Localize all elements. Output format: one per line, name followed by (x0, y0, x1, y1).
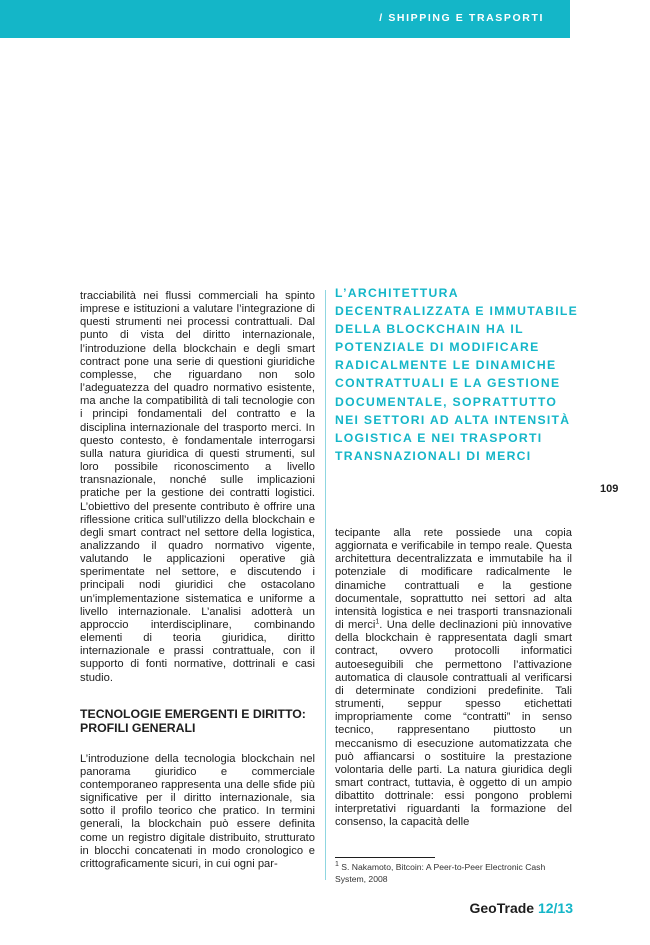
body-text: tecipante alla rete possiede una copia aggiornata e verificabile in tempo reale. Questa architettura decentralizzata e immutabile ha il potenziale di modificare radicalmente le dinamiche contrattuali e la gestione documentale, soprattutto nei settori ad alta intensità logistica e nei trasporti transnazionali di merci (335, 527, 572, 632)
body-text: . Una delle declinazioni più innovative della blockchain è rappresentata dagli smart contract, ovvero protocolli informatici autoeseguibili che permettono l’attivazione automatica di clausole contrattuali al verificarsi di determinate condizioni predefinite. Tali strumenti, seppur spesso etichettati impropriamente come “contratti” in senso tecnico, rappresentano piuttosto un meccanismo di esecuzione automatizzata che può affiancarsi o sostituire la prestazione volontaria delle parti. La natura giuridica degli smart contract, tuttavia, è oggetto di un ampio dibattito dottrinale: essi pongono problemi interpretativi riguardanti la formazione del consenso, la capacità delle (335, 619, 572, 829)
footnote-divider (335, 857, 435, 858)
column-divider (325, 290, 326, 880)
body-paragraph: L’introduzione della tecnologia blockchain nel panorama giuridico e commerciale contemporaneo rappresenta una delle sfide più significative per il diritto internazionale, sia sotto il profilo teorico che pratico. In termini generali, la blockchain può essere definita come un registro digitale distribuito, strutturato in blocchi concatenati in modo cronologico e crittograficamente sicuri, in cui ogni par- (80, 752, 315, 870)
page-number: 109 (600, 483, 619, 495)
footnote-mark: 1 (335, 861, 339, 869)
issue-number: 12/13 (537, 900, 573, 916)
body-paragraph (335, 527, 572, 830)
body-paragraph: tracciabilità nei flussi commerciali ha spinto imprese e istituzioni a valutare l’integrazione di questi strumenti nei processi contrattuali. Dal punto di vista del diritto internazionale, l’introduzione della blockchain e degli smart contract pone una serie di questioni giuridiche complesse, che riguardano non solo l’adeguatezza del quadro normativo esistente, ma anche la compatibilità di tali tecnologie con i principi fondamentali del contratto e la disciplina internazionale del trasporto merci. In questo contesto, è fondamentale interrogarsi sulla natura giuridica di questi strumenti, sul loro possibile riconoscimento a livello transnazionale, nonché sulle implicazioni pratiche per la gestione dei contratti logistici. L’obiettivo del presente contributo è offrire una riflessione critica sull’utilizzo della blockchain e degli smart contract nel settore della logistica, analizzando il quadro normativo vigente, valutando le applicazioni operative già sperimentate nel settore, e discutendo i principali nodi giuridici che ostacolano un’implementazione sistematica e uniforme a livello internazionale. L’analisi adotterà un approccio interdisciplinare, combinando elementi di teoria giuridica, diritto internazionale e prassi contrattuale, con il supporto di fonti normative, dottrinali e casi studio. (80, 290, 315, 684)
footnote (335, 862, 575, 885)
left-column (80, 290, 315, 871)
section-title: / SHIPPING E TRASPORTI (379, 12, 544, 24)
section-heading: TECNOLOGIE EMERGENTI E DIRITTO: PROFILI GENERALI (80, 706, 306, 735)
right-column (335, 527, 572, 830)
pull-quote: L’ARCHITETTURA DECENTRALIZZATA E IMMUTABILE DELLA BLOCKCHAIN HA IL POTENZIALE DI MODIFICARE RADICALMENTE LE DINAMICHE CONTRATTUALI E LA GESTIONE DOCUMENTALE, SOPRATTUTTO NEI SETTORI AD ALTA INTENSITÀ LOGISTICA E NEI TRASPORTI TRANSNAZIONALI DI MERCI (335, 286, 579, 463)
magazine-name: GeoTrade (469, 900, 538, 916)
section-header-bar (0, 0, 570, 38)
magazine-footer (469, 900, 573, 916)
footnote-reference: 1 (375, 618, 380, 626)
footnote-text: S. Nakamoto, Bitcoin: A Peer-to-Peer Electronic Cash System, 2008 (335, 862, 546, 884)
